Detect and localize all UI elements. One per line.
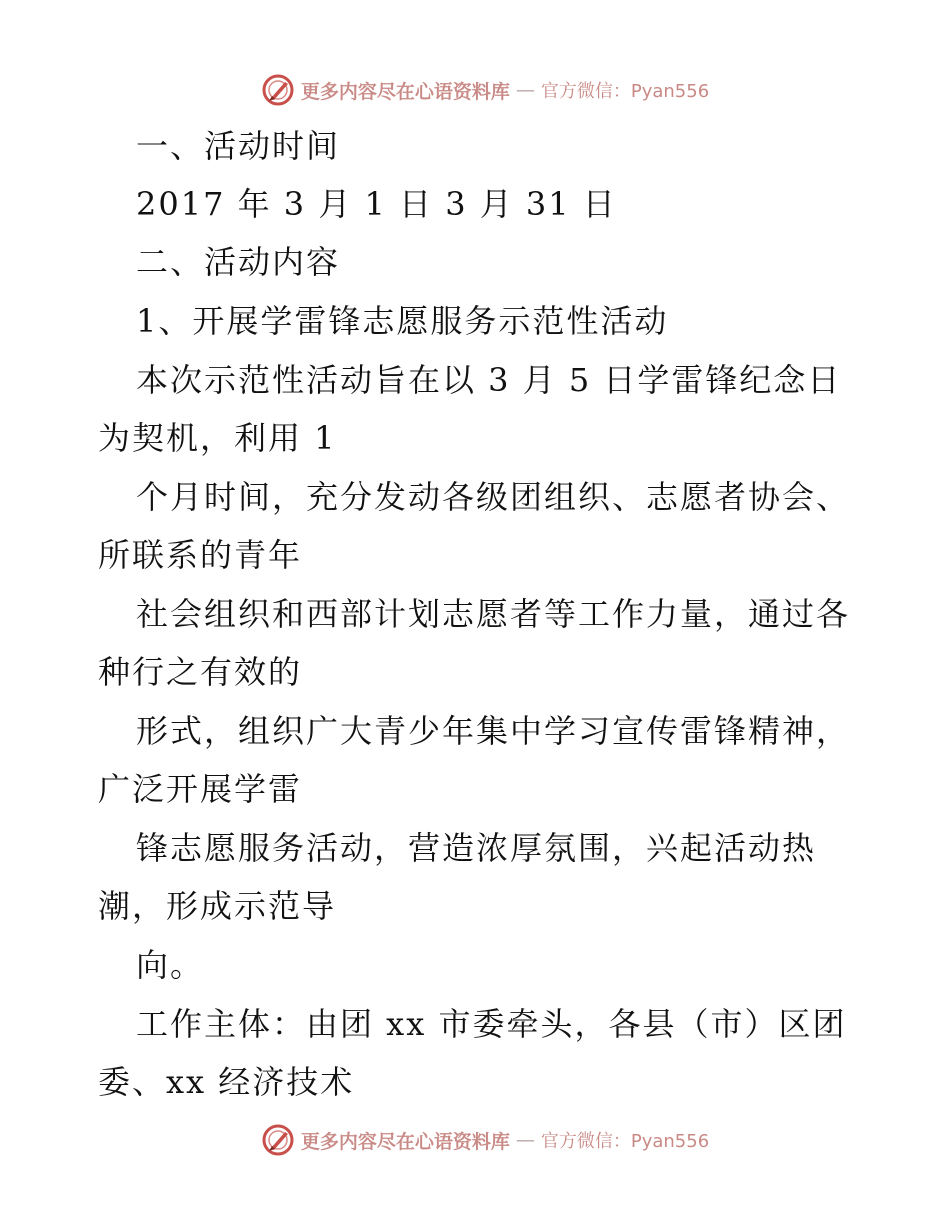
paragraph-line: 社会组织和西部计划志愿者等工作力量，通过各: [136, 595, 851, 633]
paragraph-line: 向。: [136, 946, 205, 984]
paragraph-line: 委、xx 经济技术: [98, 1063, 355, 1101]
banner-main-text: 更多内容尽在心语资料库: [300, 1130, 510, 1153]
paragraph-line: 所联系的青年: [98, 536, 303, 574]
paragraph-line: 工作主体：由团 xx 市委牵头，各县（市）区团: [136, 1005, 847, 1043]
quill-pen-logo-icon: [261, 73, 295, 107]
paragraph-line: 广泛开展学雷: [98, 770, 303, 808]
banner-dash: —: [515, 79, 535, 101]
paragraph-line: 潮，形成示范导: [98, 887, 337, 925]
footer-banner: [0, 1120, 950, 1160]
paragraph-line: 个月时间，充分发动各级团组织、志愿者协会、: [136, 478, 851, 516]
subsection-heading: 1、开展学雷锋志愿服务示范性活动: [136, 302, 669, 340]
banner-main-text: 更多内容尽在心语资料库: [300, 80, 510, 103]
banner-wechat-text: 官方微信：Pyan556: [540, 1131, 710, 1152]
paragraph-line: 种行之有效的: [98, 653, 303, 691]
quill-pen-logo-icon: [261, 1123, 295, 1157]
banner-dash: —: [515, 1129, 535, 1151]
section-heading-content: 二、活动内容: [136, 243, 341, 281]
paragraph-line: 本次示范性活动旨在以 3 月 5 日学雷锋纪念日: [136, 361, 842, 399]
paragraph-line: 2017 年 3 月 1 日 3 月 31 日: [136, 185, 617, 223]
header-banner: [0, 70, 950, 110]
header-banner-content: [261, 73, 709, 107]
paragraph-line: 锋志愿服务活动，营造浓厚氛围，兴起活动热: [136, 829, 817, 867]
footer-banner-content: [261, 1123, 709, 1157]
paragraph-line: 为契机，利用 1: [98, 419, 337, 457]
section-heading-time: 一、活动时间: [136, 127, 341, 165]
banner-wechat-text: 官方微信：Pyan556: [540, 81, 710, 102]
paragraph-line: 形式，组织广大青少年集中学习宣传雷锋精神，: [136, 712, 851, 750]
